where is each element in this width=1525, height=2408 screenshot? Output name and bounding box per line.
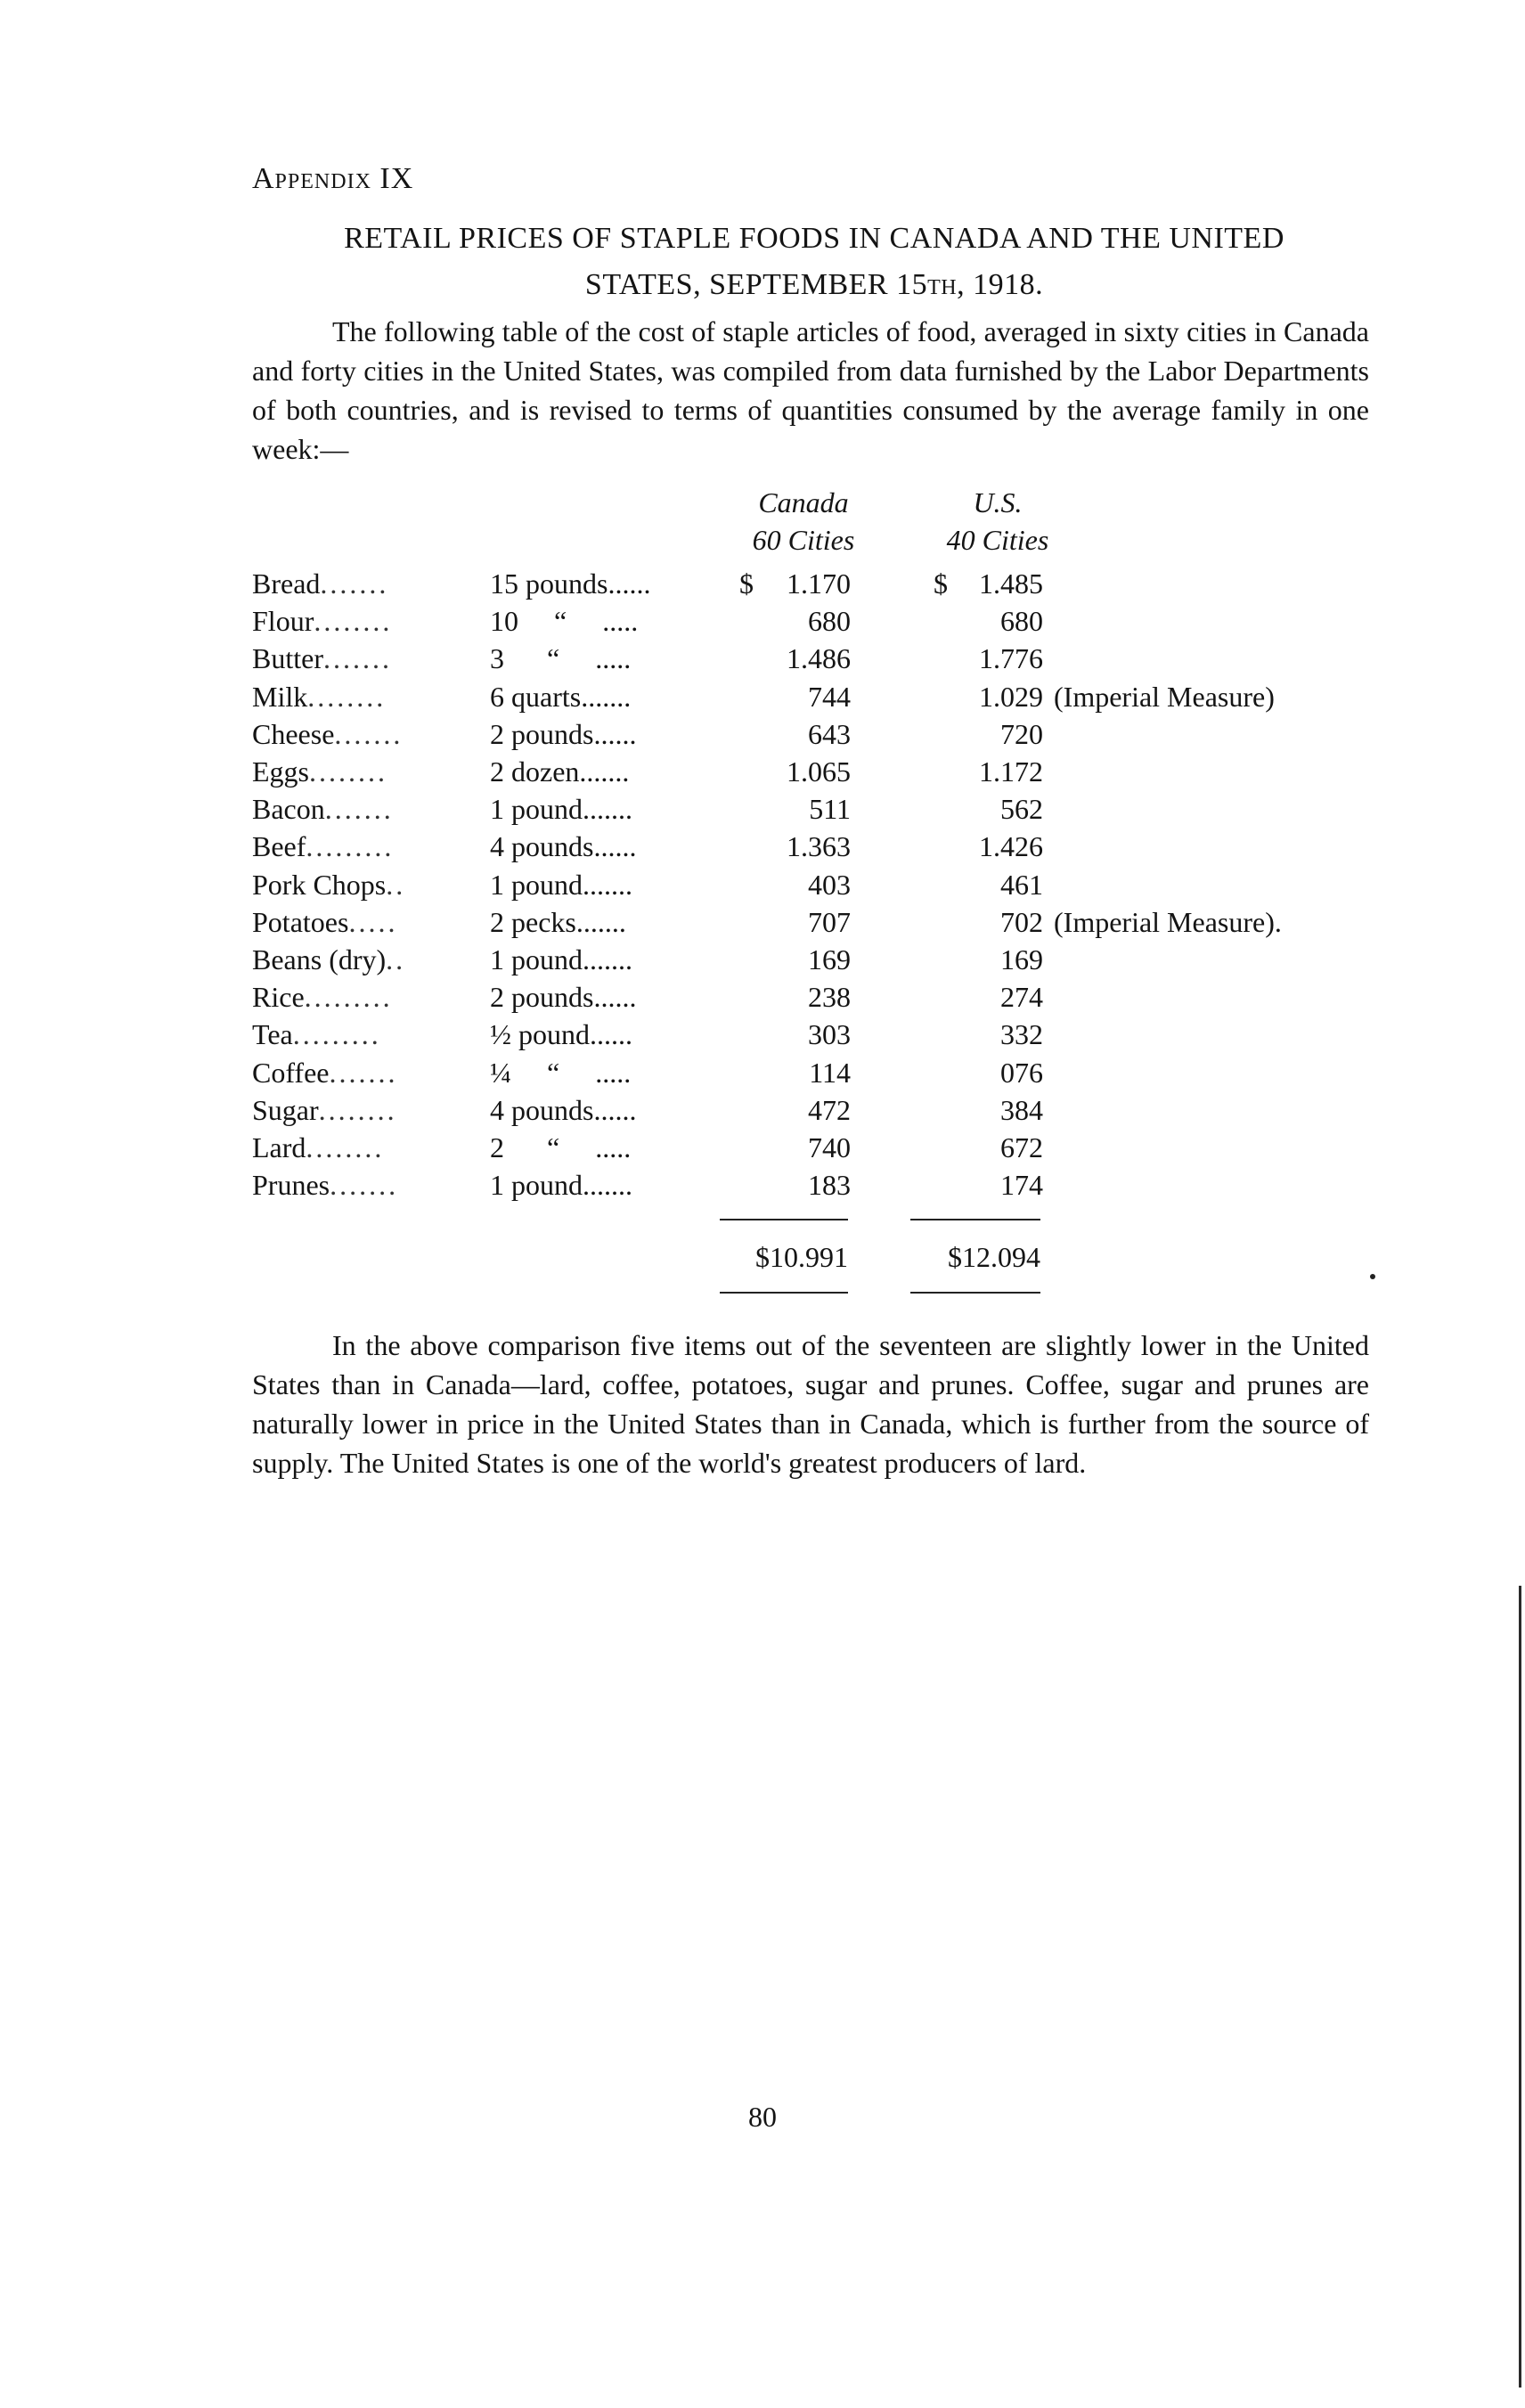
item-quantity: 2 dozen.......	[490, 755, 630, 788]
us-dollar-sign: $	[934, 567, 948, 600]
item-quantity: ¼ “ .....	[490, 1057, 632, 1089]
dot-leader: .......	[330, 1169, 399, 1201]
table-row	[252, 830, 1410, 868]
dot-leader: .....	[348, 906, 398, 938]
canada-price: 707	[808, 906, 851, 938]
canada-total: $10.991	[755, 1241, 848, 1273]
canada-price: 1.363	[787, 830, 851, 862]
canada-price: 1.170	[787, 567, 851, 600]
item-label: Rice	[252, 981, 305, 1013]
table-row	[252, 943, 1410, 981]
scan-speck	[1370, 1274, 1375, 1279]
measure-note: (Imperial Measure)	[1054, 681, 1275, 713]
item-name	[252, 605, 466, 638]
canada-price: 680	[808, 605, 851, 637]
dot-leader: ........	[318, 1094, 397, 1126]
item-name	[252, 1018, 466, 1051]
table-row	[252, 1169, 1410, 1206]
us-price: 1.029	[979, 681, 1043, 713]
canada-price: 1.486	[787, 642, 851, 674]
dot-leader: .......	[334, 718, 404, 750]
column-header-canada-line1: Canada	[758, 486, 849, 518]
appendix-label: Appendix	[252, 162, 371, 195]
item-name	[252, 981, 466, 1014]
item-name	[252, 1131, 466, 1164]
measure-note: (Imperial Measure).	[1054, 906, 1282, 938]
item-name	[252, 906, 466, 939]
table-row	[252, 755, 1410, 793]
item-quantity: 6 quarts.......	[490, 681, 632, 713]
item-label: Beef	[252, 830, 306, 862]
item-name	[252, 681, 466, 714]
us-price: 1.485	[979, 567, 1043, 600]
item-name	[252, 1169, 466, 1202]
table-row	[252, 1057, 1410, 1094]
table-row	[252, 906, 1410, 943]
us-price: 384	[1000, 1094, 1043, 1126]
canada-price: 1.065	[787, 755, 851, 788]
canada-price: 303	[808, 1018, 851, 1050]
dot-leader: ........	[307, 681, 387, 713]
title-line-2	[252, 262, 1376, 308]
table-row	[252, 1094, 1410, 1131]
column-header-us	[917, 484, 1078, 559]
us-price: 076	[1000, 1057, 1043, 1089]
item-quantity: 2 pecks.......	[490, 906, 626, 938]
item-label: Eggs	[252, 755, 309, 788]
dot-leader: .......	[320, 567, 389, 600]
table-row	[252, 681, 1410, 718]
dot-leader: .......	[324, 793, 394, 825]
closing-paragraph: In the above comparison five items out of the seventeen are slightly lower in the United States than in Canada—lard, coffee, potatoes, sugar and prunes. Coffee, sugar and prunes are naturally lower in price in the United States than in Canada, which is further from the source of supply. The United States is one of the world's greatest producers of lard.	[252, 1329, 1369, 1479]
table-row	[252, 567, 1410, 605]
dot-leader: ..	[386, 869, 406, 901]
us-price: 461	[1000, 869, 1043, 901]
dot-leader: .......	[322, 642, 392, 674]
intro-paragraph: The following table of the cost of staple articles of food, averaged in sixty cities in Canada and forty cities in the United States, was compiled from data furnished by the Labor Departments of both countries, and is revised to terms of quantities consumed by the average family in one week:—	[252, 315, 1369, 465]
item-quantity: 2 pounds......	[490, 718, 637, 750]
canada-dollar-sign: $	[739, 567, 754, 600]
us-price: 562	[1000, 793, 1043, 825]
canada-total-rule-top	[720, 1219, 848, 1220]
canada-price: 472	[808, 1094, 851, 1126]
item-name	[252, 943, 466, 976]
canada-total-rule-bottom	[720, 1292, 848, 1294]
canada-price: 403	[808, 869, 851, 901]
appendix-heading	[252, 162, 413, 196]
title-line-1: RETAIL PRICES OF STAPLE FOODS IN CANADA AND THE UNITED	[344, 222, 1284, 255]
item-quantity: 4 pounds......	[490, 830, 637, 862]
appendix-numeral: IX	[379, 162, 414, 195]
item-name	[252, 718, 466, 751]
item-quantity: 1 pound.......	[490, 869, 632, 901]
item-name	[252, 567, 466, 600]
table-row	[252, 1018, 1410, 1056]
item-name	[252, 1094, 466, 1127]
item-label: Potatoes	[252, 906, 349, 938]
item-label: Sugar	[252, 1094, 319, 1126]
item-label: Prunes	[252, 1169, 330, 1201]
item-label: Milk	[252, 681, 308, 713]
item-label: Beans (dry)	[252, 943, 387, 975]
table-row	[252, 642, 1410, 680]
canada-price: 169	[808, 943, 851, 975]
us-price: 680	[1000, 605, 1043, 637]
dot-leader: .........	[306, 830, 395, 862]
table-row	[252, 605, 1410, 642]
item-quantity: 3 “ .....	[490, 642, 632, 674]
item-label: Pork Chops	[252, 869, 387, 901]
item-label: Bacon	[252, 793, 325, 825]
us-price: 672	[1000, 1131, 1043, 1163]
title-line-2-start: STATES, SEPTEMBER 15	[584, 268, 928, 301]
canada-price: 511	[809, 793, 851, 825]
us-price: 702	[1000, 906, 1043, 938]
dot-leader: .........	[292, 1018, 381, 1050]
us-price: 274	[1000, 981, 1043, 1013]
item-label: Bread	[252, 567, 321, 600]
us-total-rule-bottom	[910, 1292, 1040, 1294]
us-price: 169	[1000, 943, 1043, 975]
page-number: 80	[748, 2101, 777, 2133]
item-label: Lard	[252, 1131, 306, 1163]
item-label: Tea	[252, 1018, 293, 1050]
canada-price: 183	[808, 1169, 851, 1201]
dot-leader: ..	[386, 943, 406, 975]
us-price: 1.172	[979, 755, 1043, 788]
us-price: 174	[1000, 1169, 1043, 1201]
table-row	[252, 1131, 1410, 1169]
title-line-2-ordinal: th	[927, 268, 958, 301]
table-row	[252, 869, 1410, 906]
item-label: Cheese	[252, 718, 335, 750]
dot-leader: .......	[329, 1057, 398, 1089]
item-name	[252, 830, 466, 863]
item-quantity: 1 pound.......	[490, 943, 632, 975]
canada-price: 740	[808, 1131, 851, 1163]
item-name	[252, 1057, 466, 1090]
us-price: 332	[1000, 1018, 1043, 1050]
item-name	[252, 642, 466, 675]
canada-price: 114	[809, 1057, 851, 1089]
canada-price: 744	[808, 681, 851, 713]
item-quantity: 15 pounds......	[490, 567, 651, 600]
dot-leader: ........	[306, 1131, 385, 1163]
item-name	[252, 869, 466, 902]
page-title	[252, 216, 1376, 308]
dot-leader: .........	[304, 981, 393, 1013]
us-total: $12.094	[948, 1241, 1040, 1273]
column-header-us-line2: 40 Cities	[946, 524, 1049, 556]
item-name	[252, 755, 466, 788]
item-label: Butter	[252, 642, 323, 674]
table-row	[252, 793, 1410, 830]
us-price: 1.776	[979, 642, 1043, 674]
us-price: 720	[1000, 718, 1043, 750]
item-quantity: 10 “ .....	[490, 605, 639, 637]
item-quantity: 1 pound.......	[490, 793, 632, 825]
dot-leader: ........	[309, 755, 387, 788]
scan-edge-mark	[1519, 1586, 1521, 2388]
item-quantity: 1 pound.......	[490, 1169, 632, 1201]
item-label: Coffee	[252, 1057, 330, 1089]
item-label: Flour	[252, 605, 314, 637]
table-row	[252, 718, 1410, 755]
column-header-us-line1: U.S.	[973, 486, 1023, 518]
item-name	[252, 793, 466, 826]
title-line-2-end: , 1918.	[957, 268, 1044, 301]
column-header-canada	[723, 484, 884, 559]
item-quantity: 2 pounds......	[490, 981, 637, 1013]
dot-leader: ........	[314, 605, 393, 637]
us-total-rule-top	[910, 1219, 1040, 1220]
item-quantity: 2 “ .....	[490, 1131, 632, 1163]
canada-price: 238	[808, 981, 851, 1013]
canada-price: 643	[808, 718, 851, 750]
item-quantity: 4 pounds......	[490, 1094, 637, 1126]
column-header-canada-line2: 60 Cities	[752, 524, 855, 556]
item-quantity: ½ pound......	[490, 1018, 632, 1050]
us-price: 1.426	[979, 830, 1043, 862]
table-row	[252, 981, 1410, 1018]
